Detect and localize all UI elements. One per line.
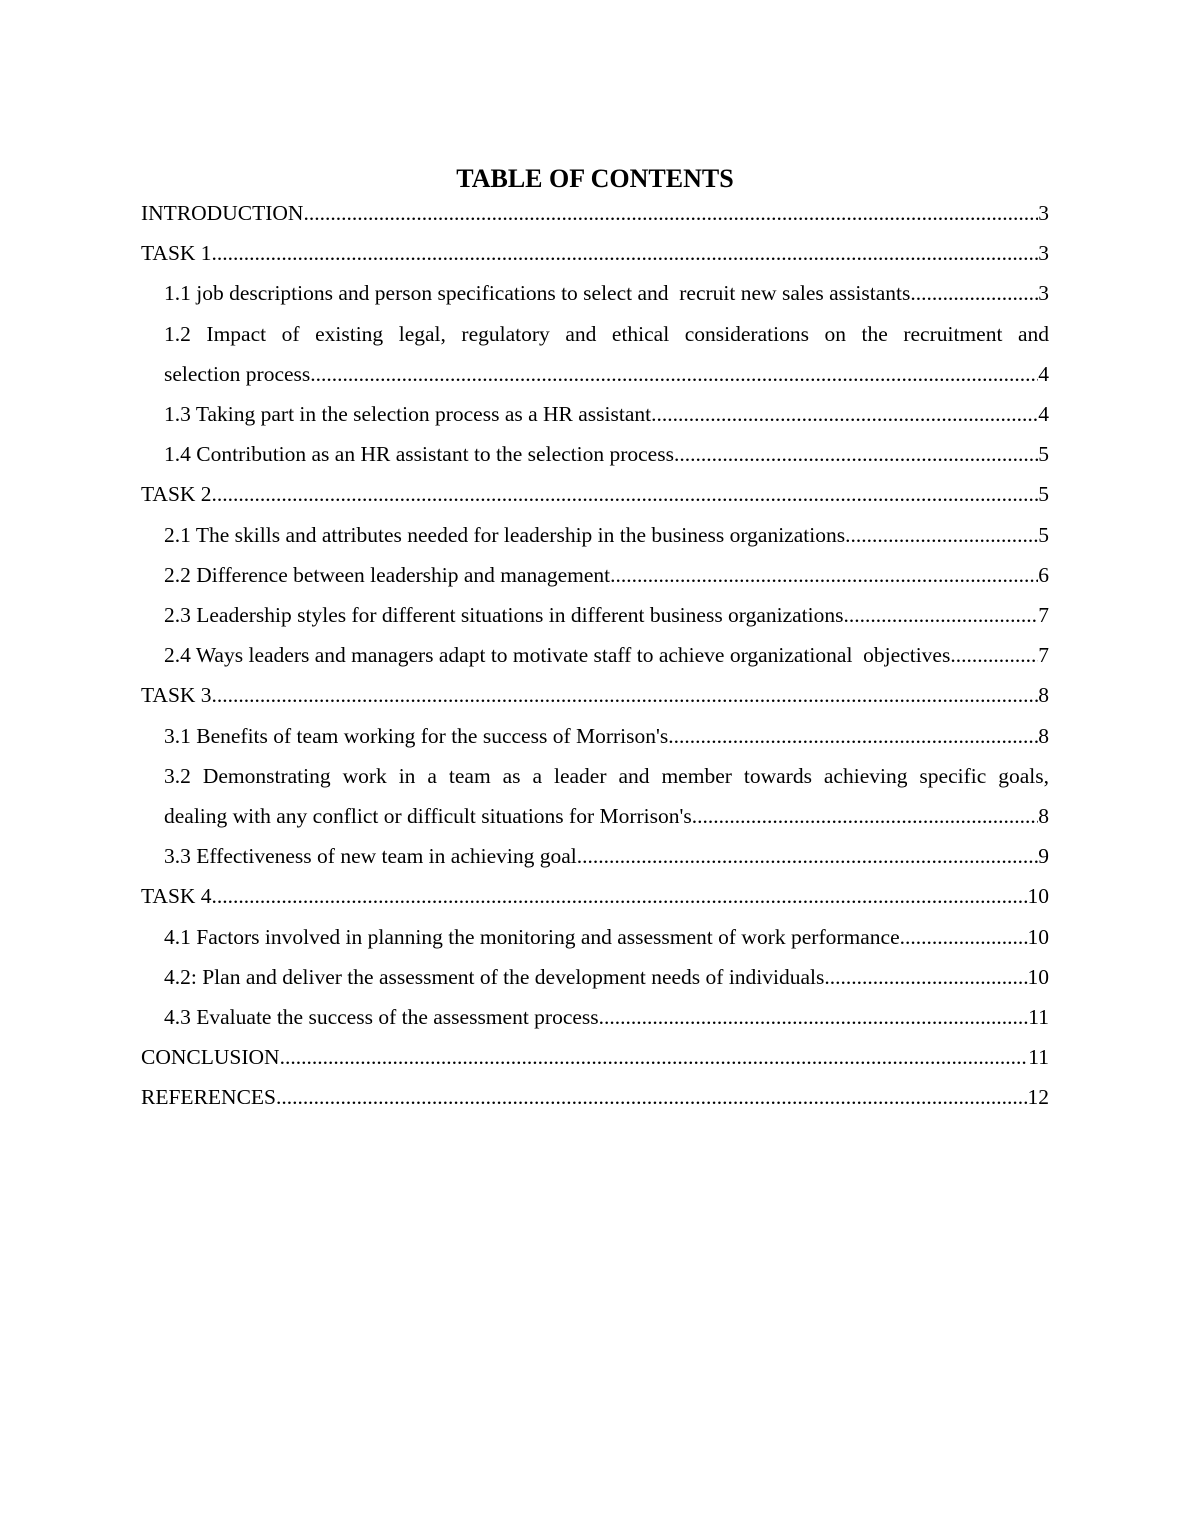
toc-entry-text: 1.1 job descriptions and person specifications to select and recruit new sales assistants [164, 281, 911, 306]
toc-entry-2-3[interactable] [141, 595, 1049, 635]
toc-entry-2-4[interactable] [141, 635, 1049, 675]
toc-entry-text: 1.3 Taking part in the selection process as a HR assistant [164, 402, 652, 427]
toc-page-number: 10 [1027, 884, 1049, 909]
toc-leader-dots [674, 434, 1038, 474]
toc-list [141, 193, 1049, 1118]
toc-leader-dots [212, 233, 1039, 273]
toc-entry-text: TASK 2 [141, 482, 212, 507]
toc-leader-dots [844, 595, 1039, 635]
toc-entry-task-2[interactable] [141, 474, 1049, 514]
toc-leader-dots [845, 515, 1038, 555]
toc-entry-references[interactable] [141, 1077, 1049, 1117]
toc-page-number: 5 [1038, 442, 1049, 467]
toc-entry-3-3[interactable] [141, 836, 1049, 876]
toc-entry-text: selection process [164, 361, 311, 386]
toc-entry-text: 2.1 The skills and attributes needed for leadership in the business organizations [164, 522, 846, 547]
toc-entry-text: dealing with any conflict or difficult situations for Morrison's [164, 804, 692, 829]
toc-entry-text: 4.1 Factors involved in planning the monitoring and assessment of work performance [164, 924, 900, 949]
toc-leader-dots [276, 1077, 1028, 1117]
toc-page-number: 4 [1038, 361, 1049, 386]
toc-entry-task-3[interactable] [141, 675, 1049, 715]
toc-entry-first-line: 3.2 Demonstrating work in a team as a leader and member towards achieving specific goals, [164, 763, 1049, 788]
toc-page-number: 11 [1028, 1005, 1049, 1030]
toc-leader-dots [577, 836, 1039, 876]
toc-entry-introduction[interactable] [141, 193, 1049, 233]
toc-leader-dots [824, 957, 1027, 997]
toc-entry-text: 3.3 Effectiveness of new team in achieving goal [164, 844, 577, 869]
toc-page-number: 3 [1038, 201, 1049, 225]
toc-entry-1-4[interactable] [141, 434, 1049, 474]
toc-leader-dots [212, 474, 1039, 514]
toc-page-number: 10 [1027, 924, 1049, 949]
toc-leader-dots [212, 675, 1039, 715]
toc-page-number: 11 [1028, 1045, 1049, 1070]
toc-leader-dots [692, 796, 1039, 836]
toc-entry-4-2[interactable] [141, 957, 1049, 997]
toc-entry-4-3[interactable] [141, 997, 1049, 1037]
toc-title: TABLE OF CONTENTS [456, 164, 734, 193]
toc-entry-1-1[interactable] [141, 273, 1049, 313]
toc-entry-text: 4.2: Plan and deliver the assessment of the development needs of individuals [164, 964, 825, 989]
toc-page-number: 8 [1038, 804, 1049, 829]
toc-page-number: 10 [1027, 964, 1049, 989]
toc-page-number: 9 [1038, 844, 1049, 869]
toc-entry-text: TASK 3 [141, 683, 212, 708]
toc-page-number: 5 [1038, 522, 1049, 547]
toc-leader-dots [610, 555, 1038, 595]
toc-entry-first-line: 1.2 Impact of existing legal, regulatory and ethical considerations on the recruitment and [164, 321, 1049, 346]
toc-page-number: 4 [1038, 402, 1049, 427]
toc-page-number: 8 [1038, 723, 1049, 748]
toc-leader-dots [310, 354, 1038, 394]
toc-leader-dots [910, 273, 1038, 313]
toc-leader-dots [599, 997, 1029, 1037]
toc-entry-2-1[interactable] [141, 515, 1049, 555]
toc-entry-text: 2.3 Leadership styles for different situations in different business organizations [164, 603, 844, 628]
toc-leader-dots [212, 876, 1028, 916]
toc-entry-text: INTRODUCTION [141, 201, 304, 225]
toc-page-number: 6 [1038, 562, 1049, 587]
toc-entry-text: REFERENCES [141, 1085, 276, 1110]
toc-entry-text: CONCLUSION [141, 1045, 280, 1070]
toc-entry-text: 4.3 Evaluate the success of the assessment process [164, 1005, 599, 1030]
toc-leader-dots [950, 635, 1038, 675]
toc-entry-text: 2.4 Ways leaders and managers adapt to motivate staff to achieve organizational objectives [164, 643, 951, 668]
toc-page-number: 12 [1027, 1085, 1049, 1110]
toc-page-number: 5 [1038, 482, 1049, 507]
toc-leader-dots [668, 716, 1038, 756]
toc-entry-4-1[interactable] [141, 917, 1049, 957]
toc-entry-text: 3.1 Benefits of team working for the success of Morrison's [164, 723, 669, 748]
toc-page-number: 7 [1038, 643, 1049, 668]
toc-entry-text: TASK 1 [141, 241, 212, 266]
toc-page-number: 3 [1038, 241, 1049, 266]
toc-leader-dots [900, 917, 1028, 957]
toc-entry-text: TASK 4 [141, 884, 212, 909]
toc-leader-dots [651, 394, 1038, 434]
toc-entry-task-1[interactable] [141, 233, 1049, 273]
toc-leader-dots [280, 1037, 1029, 1077]
toc-entry-task-4[interactable] [141, 876, 1049, 916]
toc-entry-conclusion[interactable] [141, 1037, 1049, 1077]
toc-leader-dots [303, 193, 1038, 233]
toc-entry-text: 2.2 Difference between leadership and management [164, 562, 611, 587]
toc-entry-3-2[interactable] [141, 756, 1049, 836]
toc-page-number: 7 [1038, 603, 1049, 628]
toc-entry-2-2[interactable] [141, 555, 1049, 595]
toc-entry-1-3[interactable] [141, 394, 1049, 434]
toc-page-number: 8 [1038, 683, 1049, 708]
toc-page-number: 3 [1038, 281, 1049, 306]
toc-entry-1-2[interactable] [141, 314, 1049, 394]
toc-entry-text: 1.4 Contribution as an HR assistant to the selection process [164, 442, 674, 467]
toc-entry-3-1[interactable] [141, 716, 1049, 756]
